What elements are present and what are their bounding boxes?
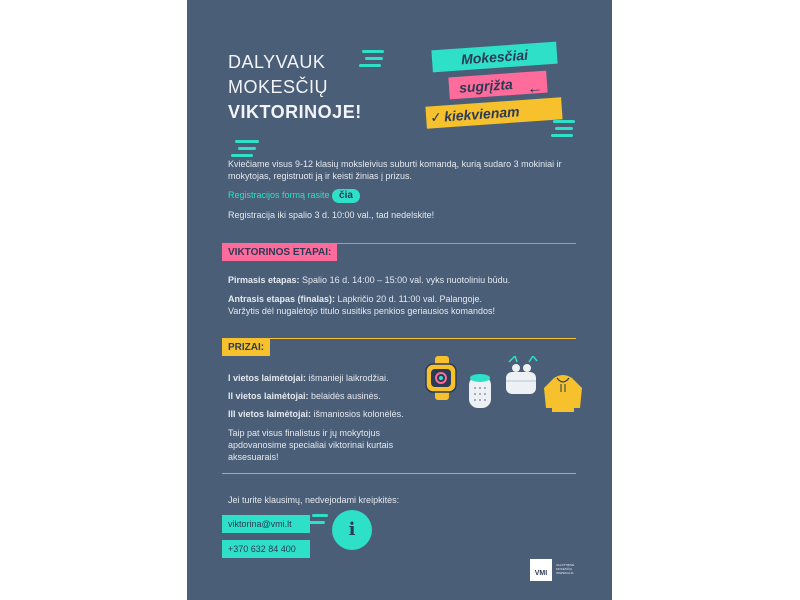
registration-text: Registracijos formą rasite bbox=[228, 190, 330, 200]
prizes-divider bbox=[222, 338, 576, 339]
decor-dash bbox=[365, 57, 383, 60]
title-line-3: VIKTORINOJE! bbox=[228, 102, 362, 122]
title-line-1: DALYVAUK bbox=[228, 52, 326, 72]
ribbon-mokesciai: Mokesčiai bbox=[431, 42, 557, 73]
prizes-heading: PRIZAI: bbox=[222, 339, 270, 356]
title-line-2: MOKESČIŲ bbox=[228, 77, 329, 97]
info-icon: i bbox=[332, 510, 372, 550]
prize-first-text: išmanieji laikrodžiai. bbox=[306, 373, 389, 383]
vmi-logo-subtitle: VALSTYBINĖ MOKESČIŲ INSPEKCIJA bbox=[556, 563, 575, 575]
prize-third-label: III vietos laimėtojai: bbox=[228, 409, 312, 419]
prize-first bbox=[228, 372, 389, 384]
contact-phone-link[interactable]: +370 632 84 400 bbox=[222, 540, 310, 558]
prize-third bbox=[228, 408, 404, 420]
decor-dash bbox=[235, 140, 259, 143]
check-icon: ✓ bbox=[429, 108, 443, 126]
vmi-logo: VMI bbox=[530, 559, 552, 581]
stage-first-label: Pirmasis etapas: bbox=[228, 275, 300, 285]
stage-second bbox=[228, 293, 578, 317]
hoodie-icon bbox=[542, 374, 584, 414]
decor-dash bbox=[307, 521, 325, 524]
decor-dash bbox=[555, 127, 573, 130]
registration-deadline: Registracija iki spalio 3 d. 10:00 val., tad nedelskite! bbox=[228, 210, 435, 220]
decor-dash bbox=[312, 514, 328, 517]
prize-second bbox=[228, 390, 381, 402]
decor-dash bbox=[553, 120, 575, 123]
stage-first-text: Spalio 16 d. 14:00 – 15:00 val. vyks nuotoliniu būdu. bbox=[299, 275, 511, 285]
decor-dash bbox=[359, 64, 381, 67]
decor-dash bbox=[231, 154, 253, 157]
registration-link-button[interactable]: čia bbox=[332, 189, 360, 203]
stage-first bbox=[228, 274, 578, 286]
intro-paragraph: Kviečiame visus 9-12 klasių moksleivius suburti komandą, kurią sudaro 3 mokiniai ir mokytojas, registruoti ją ir keisti žinias į prizus. bbox=[228, 159, 562, 181]
registration-line bbox=[228, 189, 360, 203]
prize-note: Taip pat visus finalistus ir jų mokytojus apdovanosime specialiai viktorinai kurtais aksesuarais! bbox=[228, 428, 394, 462]
decor-dash bbox=[362, 50, 384, 53]
prize-second-text: belaidės ausinės. bbox=[308, 391, 381, 401]
earbuds-icon bbox=[503, 356, 541, 396]
ribbon-kiekvienam-label: kiekvienam bbox=[443, 103, 520, 125]
prize-third-text: išmaniosios kolonėlės. bbox=[311, 409, 404, 419]
ribbon-sugrizta: sugrįžta bbox=[448, 71, 547, 100]
quiz-poster bbox=[187, 0, 612, 600]
prize-second-label: II vietos laimėtojai: bbox=[228, 391, 309, 401]
arrow-left-icon: ← bbox=[526, 79, 544, 98]
smart-speaker-icon bbox=[467, 372, 493, 410]
contact-divider bbox=[222, 473, 576, 474]
prize-first-label: I vietos laimėtojai: bbox=[228, 373, 307, 383]
stage-second-note: Varžytis dėl nugalėtojo titulo susitiks penkios geriausios komandos! bbox=[228, 306, 495, 316]
smartwatch-icon bbox=[423, 356, 461, 400]
stage-second-label: Antrasis etapas (finalas): bbox=[228, 294, 336, 304]
decor-dash bbox=[551, 134, 573, 137]
ribbon-kiekvienam bbox=[425, 97, 562, 128]
stage-second-text: Lapkričio 20 d. 11:00 val. Palangoje. bbox=[335, 294, 482, 304]
contact-email-link[interactable]: viktorina@vmi.lt bbox=[222, 515, 310, 533]
decor-dash bbox=[238, 147, 256, 150]
stages-heading: VIKTORINOS ETAPAI: bbox=[222, 244, 337, 261]
poster-title bbox=[228, 50, 362, 125]
contact-intro: Jei turite klausimų, nedvejodami kreipkitės: bbox=[228, 495, 400, 505]
